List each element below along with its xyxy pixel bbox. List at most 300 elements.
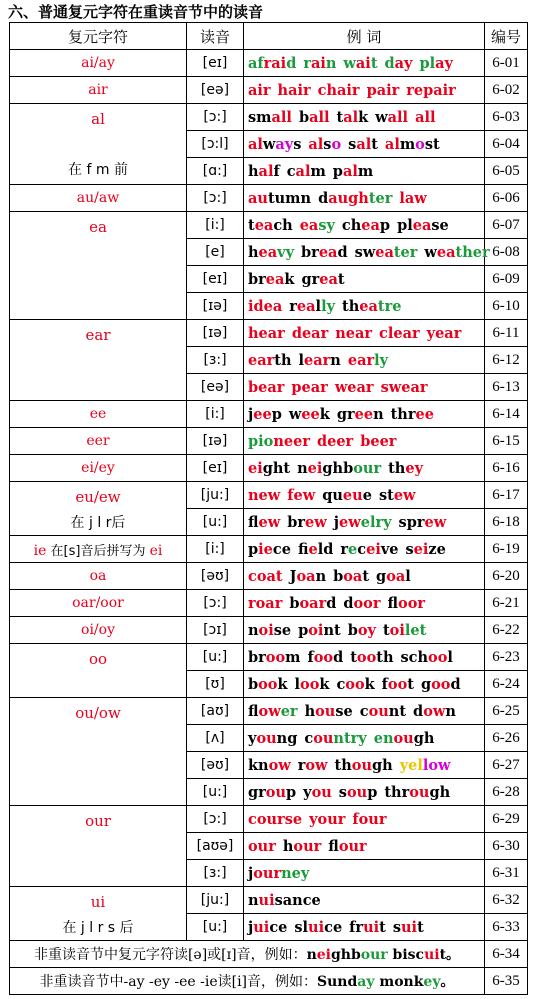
word-segment: ou xyxy=(256,729,277,747)
example-word xyxy=(248,110,292,126)
word-segment: b xyxy=(248,378,259,396)
word-segment: ow xyxy=(305,756,328,774)
word-segment: b xyxy=(248,675,259,693)
example-word xyxy=(352,812,386,828)
word-segment: ea xyxy=(359,297,378,315)
word-segment: h xyxy=(248,324,259,342)
phonetic-cell: [e] xyxy=(187,239,244,266)
example-word xyxy=(287,164,326,180)
word-segment: se xyxy=(273,621,292,639)
word-segment: ea xyxy=(319,270,338,288)
example-word xyxy=(383,623,426,639)
digraph-cell xyxy=(10,887,187,941)
note-segment: 非重读音节中复元字符读[ə]或[ɪ]音，例如： xyxy=(33,947,307,963)
digraph-rule-label: 在 j l r s 后 xyxy=(62,920,134,936)
word-segment: ui xyxy=(253,918,270,936)
example-word xyxy=(400,758,451,774)
digraph-cell xyxy=(10,617,187,644)
word-segment: p xyxy=(286,783,297,801)
word-segment: fl xyxy=(387,594,399,612)
phonetic-cell: [ɔ:l] xyxy=(187,131,244,158)
entry-number: 6-21 xyxy=(485,590,528,617)
word-segment: th xyxy=(388,459,406,477)
example-word xyxy=(387,596,425,612)
word-segment: ew xyxy=(424,513,447,531)
digraph-cell xyxy=(10,50,187,77)
entry-number: 6-06 xyxy=(485,185,528,212)
example-word xyxy=(248,434,310,450)
digraph-label: eer xyxy=(86,433,110,449)
example-word xyxy=(355,245,418,261)
word-segment: ew xyxy=(293,486,316,504)
word-segment: ou xyxy=(346,783,368,801)
word-segment: ear xyxy=(347,351,375,369)
note-row xyxy=(10,968,528,995)
example-word xyxy=(291,380,327,396)
example-word xyxy=(322,488,372,504)
example-words-cell xyxy=(244,779,485,806)
entry-number: 6-30 xyxy=(485,833,528,860)
word-segment: n xyxy=(248,621,259,639)
example-word xyxy=(379,488,416,504)
example-word xyxy=(317,434,353,450)
phonetic-cell: [aʊə] xyxy=(187,833,244,860)
word-segment: d xyxy=(286,54,297,72)
word-segment: er xyxy=(280,702,298,720)
phonetic-cell: [eɪ] xyxy=(187,455,244,482)
word-segment: n xyxy=(315,567,327,585)
example-word xyxy=(295,677,330,693)
word-segment: s xyxy=(405,540,414,558)
word-segment: all xyxy=(309,108,330,126)
example-word xyxy=(379,326,420,342)
digraph-cell xyxy=(10,77,187,104)
word-segment: t xyxy=(362,567,370,585)
digraph-letters: ie xyxy=(33,542,47,559)
word-segment: oa xyxy=(386,567,406,585)
word-segment: ea xyxy=(375,243,394,261)
word-segment: nt xyxy=(323,621,341,639)
example-word xyxy=(248,326,285,342)
word-segment: h xyxy=(248,162,259,180)
phonetic-cell: [u:] xyxy=(187,779,244,806)
example-word xyxy=(339,785,378,801)
word-segment: sw xyxy=(380,378,402,396)
word-segment: ew xyxy=(258,513,281,531)
example-word xyxy=(299,110,330,126)
word-segment: ear xyxy=(393,324,420,342)
entry-number: 6-07 xyxy=(485,212,528,239)
example-word xyxy=(342,299,401,315)
phonetic-cell: [eɪ] xyxy=(187,266,244,293)
example-word xyxy=(399,515,447,531)
word-segment: p xyxy=(366,81,377,99)
word-segment: n xyxy=(373,405,384,423)
example-word xyxy=(385,137,440,153)
word-segment: t xyxy=(337,270,345,288)
example-word xyxy=(301,272,344,288)
word-segment: ear xyxy=(401,378,428,396)
table-row xyxy=(10,536,528,563)
word-segment: pio xyxy=(248,432,274,450)
word-segment: f xyxy=(273,162,280,180)
example-word xyxy=(294,920,342,936)
example-word xyxy=(360,434,396,450)
note-segment: 。 xyxy=(440,974,455,990)
word-segment: br xyxy=(287,513,306,531)
entry-number: 6-05 xyxy=(485,158,528,185)
example-word xyxy=(427,326,462,342)
example-word xyxy=(335,758,393,774)
word-segment: ea xyxy=(254,216,274,234)
word-segment: cl xyxy=(379,324,394,342)
word-segment: ou xyxy=(351,756,373,774)
word-segment: l xyxy=(315,297,322,315)
example-words-cell xyxy=(244,698,485,725)
word-segment: oa xyxy=(256,567,276,585)
word-segment: b xyxy=(347,621,358,639)
word-segment: ea xyxy=(412,216,432,234)
word-segment: t xyxy=(350,648,357,666)
word-segment: fr xyxy=(349,918,364,936)
example-words-cell xyxy=(244,806,485,833)
word-segment: ce xyxy=(269,918,288,936)
example-words-cell xyxy=(244,887,485,914)
word-segment: ai xyxy=(355,54,371,72)
word-segment: air xyxy=(337,81,360,99)
word-segment: k xyxy=(319,405,330,423)
example-word xyxy=(248,758,291,774)
phonetic-cell: [ɔɪ] xyxy=(187,617,244,644)
word-segment: sl xyxy=(294,918,309,936)
example-word xyxy=(388,461,423,477)
word-segment: l xyxy=(294,675,301,693)
word-segment: oy xyxy=(357,621,376,639)
example-word xyxy=(287,488,315,504)
note-segment: our xyxy=(360,947,388,963)
word-segment: oo xyxy=(356,648,377,666)
digraph-label: ea xyxy=(89,218,107,236)
word-segment: se xyxy=(431,216,449,234)
example-word xyxy=(401,650,453,666)
word-segment: j xyxy=(248,405,254,423)
word-segment: br xyxy=(301,243,319,261)
word-segment: p xyxy=(291,378,302,396)
example-word xyxy=(382,677,414,693)
word-segment: rai xyxy=(263,54,287,72)
phonetic-cell: [ɪə] xyxy=(187,428,244,455)
word-segment: c xyxy=(359,702,369,720)
phonetic-cell: [aʊ] xyxy=(187,698,244,725)
note-row xyxy=(10,941,528,968)
digraph-cell xyxy=(10,536,187,563)
word-segment: our xyxy=(317,810,346,828)
example-word xyxy=(381,380,428,396)
word-segment: al xyxy=(343,108,359,126)
phonetic-cell: [ɪə] xyxy=(187,293,244,320)
example-word xyxy=(340,542,398,558)
word-segment: ter xyxy=(368,189,393,207)
example-word xyxy=(336,677,374,693)
word-segment: ear xyxy=(248,351,275,369)
word-segment: d xyxy=(413,702,424,720)
example-word xyxy=(298,542,333,558)
word-segment: b xyxy=(333,567,344,585)
word-segment: gr xyxy=(301,270,320,288)
word-segment: neer xyxy=(273,432,310,450)
word-segment: l xyxy=(447,648,453,666)
word-segment: sw xyxy=(354,243,376,261)
example-word xyxy=(343,56,377,72)
example-word xyxy=(318,83,360,99)
word-segment: ear xyxy=(345,324,373,342)
example-word xyxy=(334,515,392,531)
word-segment: gh xyxy=(413,729,435,747)
digraph-label: ai/ay xyxy=(81,55,115,71)
phonetic-cell: [ɔ:] xyxy=(187,185,244,212)
word-segment: t xyxy=(371,135,378,153)
phonetic-cell: [eɪ] xyxy=(187,50,244,77)
note-segment: t xyxy=(439,947,447,963)
digraph-label: oa xyxy=(89,568,107,584)
example-word xyxy=(376,569,411,585)
example-word xyxy=(292,326,328,342)
word-segment: ee xyxy=(354,405,374,423)
example-word xyxy=(405,542,445,558)
word-segment: ou xyxy=(265,783,286,801)
word-segment: th xyxy=(334,756,352,774)
table-row xyxy=(10,428,528,455)
word-segment: o xyxy=(331,135,342,153)
word-segment: w xyxy=(288,405,302,423)
word-segment: ther xyxy=(455,243,490,261)
table-row xyxy=(10,698,528,725)
example-word xyxy=(248,569,283,585)
word-segment: eer xyxy=(370,432,397,450)
entry-number: 6-24 xyxy=(485,671,528,698)
example-words-cell xyxy=(244,347,485,374)
note-segment: ey xyxy=(423,974,441,990)
phonetic-cell: [ju:] xyxy=(187,482,244,509)
word-segment: al xyxy=(356,135,372,153)
word-segment: h xyxy=(304,702,316,720)
word-segment: spr xyxy=(398,513,425,531)
digraph-cell xyxy=(10,185,187,212)
example-word xyxy=(399,191,426,207)
example-word xyxy=(335,326,372,342)
word-segment: oo xyxy=(345,675,365,693)
word-segment: oar xyxy=(255,594,283,612)
entry-number: 6-28 xyxy=(485,779,528,806)
word-segment: ear xyxy=(301,378,328,396)
example-words-cell xyxy=(244,644,485,671)
example-word xyxy=(375,110,408,126)
example-word xyxy=(335,380,374,396)
word-segment: ay xyxy=(435,54,453,72)
word-segment: our xyxy=(293,837,322,855)
example-word xyxy=(248,272,294,288)
example-words-cell xyxy=(244,374,485,401)
example-word xyxy=(337,407,384,423)
phonetic-cell: [əʊ] xyxy=(187,752,244,779)
word-segment: k xyxy=(358,108,369,126)
word-segment: ay xyxy=(394,54,413,72)
word-segment: oa xyxy=(296,567,316,585)
word-segment: ee xyxy=(253,405,272,423)
word-segment: n xyxy=(335,324,346,342)
word-segment: ew xyxy=(258,486,281,504)
word-segment: af xyxy=(248,54,264,72)
entry-number: 6-10 xyxy=(485,293,528,320)
phonetic-cell: [u:] xyxy=(187,509,244,536)
word-segment: d xyxy=(291,324,302,342)
word-segment: th xyxy=(376,648,394,666)
word-segment: br xyxy=(248,270,266,288)
word-segment: br xyxy=(248,648,266,666)
example-word xyxy=(300,218,335,234)
word-segment: oo xyxy=(431,675,451,693)
example-word xyxy=(391,407,434,423)
example-word xyxy=(318,191,392,207)
word-segment: our xyxy=(338,837,367,855)
word-segment: y xyxy=(303,783,312,801)
example-words-cell xyxy=(244,455,485,482)
word-segment: ew xyxy=(393,486,416,504)
example-words-cell xyxy=(244,239,490,266)
table-row xyxy=(10,482,528,509)
table-row xyxy=(10,590,528,617)
word-segment: f xyxy=(381,675,388,693)
word-segment: p xyxy=(379,216,391,234)
example-word xyxy=(248,164,280,180)
example-words-cell xyxy=(244,536,485,563)
entry-number: 6-15 xyxy=(485,428,528,455)
example-word xyxy=(303,56,336,72)
word-segment: augh xyxy=(328,189,369,207)
word-segment: r xyxy=(303,54,311,72)
example-word xyxy=(406,83,456,99)
digraph-label: al xyxy=(91,110,105,128)
phonetic-cell: [ju:] xyxy=(187,887,244,914)
word-segment: ea xyxy=(258,243,278,261)
header-digraph: 复元字符 xyxy=(10,23,187,50)
example-word xyxy=(301,245,348,261)
word-segment: ou xyxy=(315,702,336,720)
digraph-cell xyxy=(10,563,187,590)
word-segment: ney xyxy=(281,864,310,882)
word-segment: ntry xyxy=(333,729,367,747)
example-word xyxy=(384,785,450,801)
word-segment: id xyxy=(248,297,264,315)
word-segment: p xyxy=(271,405,282,423)
word-segment: d xyxy=(318,189,329,207)
digraph-label: ear xyxy=(85,326,111,344)
digraph-label: au/aw xyxy=(76,190,120,206)
word-segment: t xyxy=(379,918,386,936)
word-segment: gh xyxy=(429,783,451,801)
note-segment: bisc xyxy=(392,947,425,963)
example-word xyxy=(278,83,311,99)
word-segment: t xyxy=(417,918,424,936)
header-row xyxy=(10,23,528,50)
example-word xyxy=(385,56,413,72)
word-segment: c xyxy=(357,540,367,558)
word-segment: oi xyxy=(308,621,324,639)
example-word xyxy=(248,542,291,558)
word-segment: ui xyxy=(308,918,325,936)
example-word xyxy=(299,353,341,369)
example-word xyxy=(248,650,300,666)
word-segment: ng xyxy=(276,729,298,747)
word-segment: ee xyxy=(301,405,320,423)
word-segment: al xyxy=(248,135,263,153)
entry-number: 6-23 xyxy=(485,644,528,671)
example-words-cell xyxy=(244,671,485,698)
header-examples: 例 词 xyxy=(244,23,485,50)
word-segment: ou xyxy=(409,783,430,801)
example-word xyxy=(248,677,288,693)
word-segment: f xyxy=(297,540,309,558)
example-word xyxy=(421,677,461,693)
word-segment: n xyxy=(248,486,259,504)
word-segment: m xyxy=(399,135,416,153)
example-word xyxy=(333,569,369,585)
table-row xyxy=(10,617,528,644)
entry-number: 6-34 xyxy=(485,941,528,968)
word-segment: ou xyxy=(393,729,414,747)
entry-number: 6-31 xyxy=(485,860,528,887)
example-word xyxy=(289,596,336,612)
word-segment: n xyxy=(325,54,337,72)
phonetic-cell: [ɔ:] xyxy=(187,104,244,131)
example-word xyxy=(248,461,290,477)
word-segment: k xyxy=(284,270,295,288)
example-word xyxy=(248,191,311,207)
table-row xyxy=(10,320,528,347)
digraph-rule-label: 在 f m 前 xyxy=(68,162,128,178)
word-segment: oor xyxy=(398,594,426,612)
entry-number: 6-33 xyxy=(485,914,528,941)
example-words-cell xyxy=(244,131,485,158)
entry-number: 6-02 xyxy=(485,77,528,104)
word-segment: st xyxy=(424,135,440,153)
phonetic-cell: [u:] xyxy=(187,914,244,941)
word-segment: b xyxy=(298,108,310,126)
example-words-cell xyxy=(244,77,485,104)
example-word xyxy=(248,893,321,909)
word-segment: oo xyxy=(313,648,334,666)
word-segment: all xyxy=(271,108,292,126)
example-word xyxy=(297,461,381,477)
word-segment: b xyxy=(360,432,371,450)
word-segment: e xyxy=(362,486,372,504)
word-segment: oo xyxy=(265,648,286,666)
note-segment: ui xyxy=(424,947,440,963)
example-words-cell xyxy=(244,185,485,212)
word-segment: g xyxy=(376,567,387,585)
word-segment: ou xyxy=(311,783,332,801)
example-word xyxy=(349,920,386,936)
word-segment: b xyxy=(289,594,300,612)
phonetic-cell: [i:] xyxy=(187,401,244,428)
word-segment: h xyxy=(248,243,259,261)
digraph-cell xyxy=(10,644,187,698)
word-segment: l xyxy=(298,351,305,369)
entry-number: 6-19 xyxy=(485,536,528,563)
digraph-label: oi/oy xyxy=(81,622,115,638)
example-word xyxy=(248,839,276,855)
word-segment: ow xyxy=(268,756,291,774)
